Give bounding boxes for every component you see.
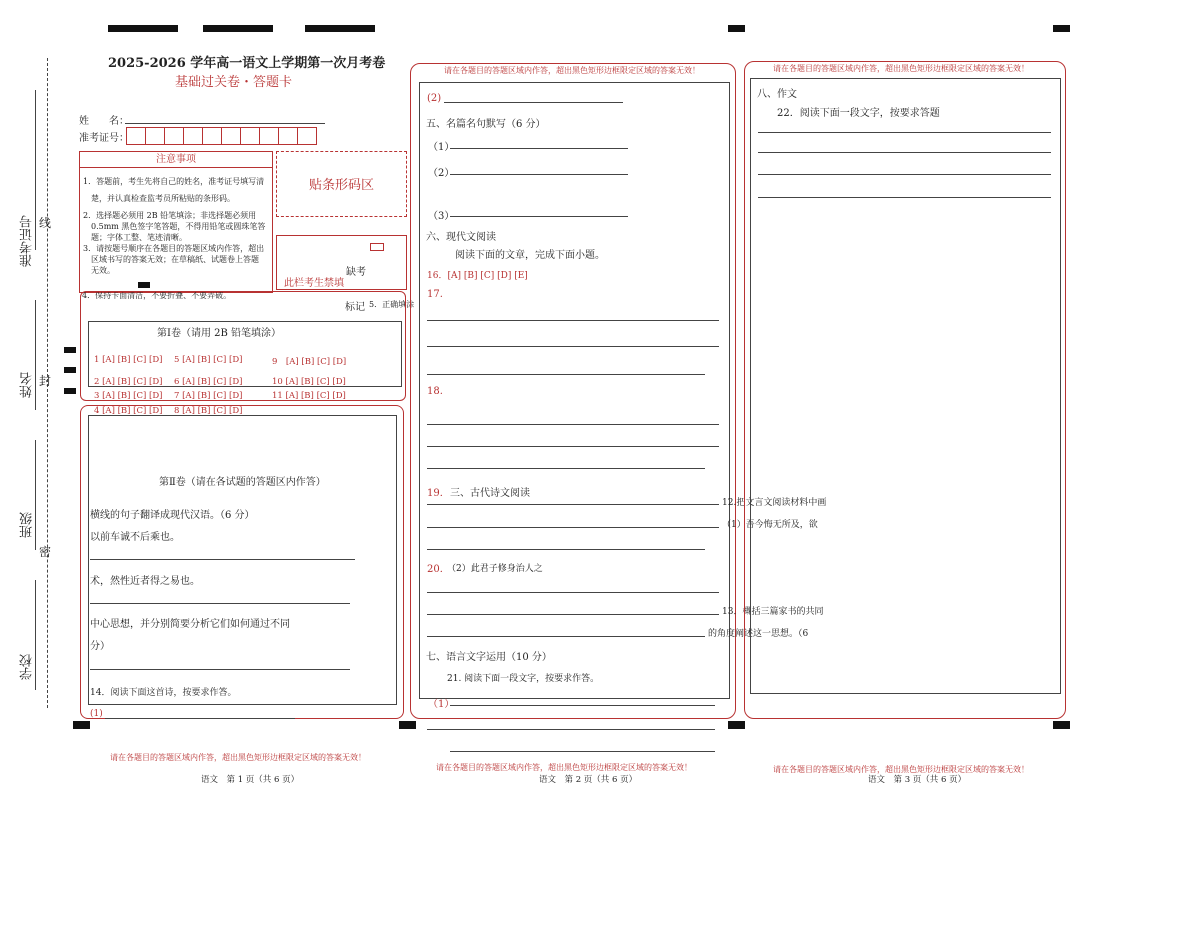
answer-line[interactable] bbox=[427, 549, 705, 550]
mc-row[interactable]: 5 [A] [B] [C] [D] bbox=[174, 355, 243, 365]
section3-title: 三、古代诗文阅读 bbox=[450, 488, 530, 499]
seal-label: 封 bbox=[39, 374, 52, 388]
thought-question-2: 分） bbox=[90, 641, 110, 652]
exam-subtitle: 基础过关卷・答题卡 bbox=[175, 75, 293, 90]
translate-question: 横线的句子翻译成现代汉语。（6 分） bbox=[90, 510, 255, 521]
warning-text: 请在各题目的答题区域内作答，超出黑色矩形边框限定区域的答案无效！ bbox=[110, 753, 366, 762]
mc-row[interactable]: 1 [A] [B] [C] [D] bbox=[94, 355, 163, 365]
answer-line[interactable] bbox=[427, 320, 719, 321]
answer-line[interactable] bbox=[450, 148, 628, 149]
q20-label: 20． bbox=[427, 564, 450, 575]
id-box[interactable] bbox=[298, 127, 317, 145]
answer-line[interactable] bbox=[427, 504, 719, 505]
thought-question-1: 中心思想，并分别简要分析它们如何通过不同 bbox=[90, 619, 290, 630]
notice-item: 2．选择题必须用 2B 铅笔填涂；非选择题必须用 bbox=[83, 211, 257, 220]
answer-line[interactable] bbox=[427, 468, 705, 469]
mc-row[interactable]: 6 [A] [B] [C] [D] bbox=[174, 377, 243, 387]
q22-prompt: 22．阅读下面一段文字，按要求答题 bbox=[777, 108, 940, 119]
answer-line[interactable] bbox=[450, 751, 715, 752]
notice-item: 无效。 bbox=[83, 266, 115, 275]
answer-line[interactable] bbox=[90, 603, 350, 604]
timing-mark bbox=[728, 25, 745, 32]
correct-fill-label: 5．正确填涂 bbox=[369, 300, 415, 309]
absent-label: 缺考 bbox=[346, 267, 366, 278]
timing-mark bbox=[399, 721, 416, 729]
answer-line[interactable] bbox=[450, 216, 628, 217]
footer-page3: 语文 第 3 页（共 6 页） bbox=[868, 775, 967, 785]
q18-label: 18. bbox=[427, 386, 443, 397]
mc-row[interactable]: 2 [A] [B] [C] [D] bbox=[94, 377, 163, 387]
mc-row[interactable]: 10 [A] [B] [C] [D] bbox=[272, 377, 346, 387]
answer-line[interactable] bbox=[427, 592, 719, 593]
forbidden-label: 此栏考生禁填 bbox=[284, 278, 344, 289]
sidebar-name-label: 姓名 bbox=[20, 372, 35, 398]
section6-desc: 阅读下面的文章，完成下面小题。 bbox=[455, 250, 605, 261]
notice-list bbox=[80, 168, 272, 276]
notice-item: 1．答题前，考生先将自己的姓名，准考证号填写清 bbox=[83, 177, 265, 186]
barcode-area bbox=[276, 151, 407, 217]
section7-title: 七、语言文字运用（10 分） bbox=[426, 652, 552, 663]
sidebar-school-label: 学校 bbox=[20, 654, 35, 680]
q13-detail: 的角度阐述这一思想。（6 bbox=[708, 629, 809, 639]
timing-mark bbox=[305, 25, 375, 32]
id-box[interactable] bbox=[241, 127, 260, 145]
answer-line[interactable] bbox=[427, 346, 719, 347]
q12-prompt: 12.把文言文阅读材料中画 bbox=[722, 498, 827, 508]
notice-item: 3．请按题号顺序在各题目的答题区域内作答，超出 bbox=[83, 244, 265, 253]
q19-label: 19． bbox=[427, 488, 450, 499]
absent-checkbox[interactable] bbox=[370, 243, 384, 251]
timing-mark bbox=[64, 347, 76, 353]
page3-box bbox=[750, 78, 1061, 694]
timing-mark bbox=[728, 721, 745, 729]
timing-mark bbox=[203, 25, 273, 32]
name-label: 姓 名： bbox=[79, 116, 129, 127]
answer-line[interactable] bbox=[444, 102, 623, 103]
timing-mark bbox=[1053, 721, 1070, 729]
timing-mark bbox=[1053, 25, 1070, 32]
essay-line[interactable] bbox=[758, 197, 1051, 198]
sidebar-name-line bbox=[35, 300, 36, 410]
section8-title: 八、作文 bbox=[757, 89, 797, 100]
answer-line[interactable] bbox=[90, 559, 355, 560]
footer-page1: 语文 第 1 页（共 6 页） bbox=[201, 775, 300, 785]
dictation-1: （1） bbox=[428, 142, 455, 153]
answer-line[interactable] bbox=[427, 446, 719, 447]
seal-label: 密 bbox=[39, 545, 52, 559]
part2-title: 第Ⅱ卷（请在各试题的答题区内作答） bbox=[159, 477, 326, 488]
id-box[interactable] bbox=[126, 127, 146, 145]
section6-title: 六、现代文阅读 bbox=[426, 232, 496, 243]
sidebar-class-label: 班级 bbox=[20, 512, 35, 538]
footer-page2: 语文 第 2 页（共 6 页） bbox=[539, 775, 638, 785]
notice-item: 题；字体工整、笔迹清晰。 bbox=[83, 233, 187, 242]
mc-row[interactable]: 8 [A] [B] [C] [D] bbox=[174, 406, 243, 416]
q2-label: (2) bbox=[427, 93, 442, 104]
id-box[interactable] bbox=[260, 127, 279, 145]
part1-title: 第Ⅰ卷（请用 2B 铅笔填涂） bbox=[157, 328, 282, 339]
answer-line[interactable] bbox=[450, 705, 715, 706]
seal-label: 线 bbox=[39, 216, 52, 230]
q21-part1: （1） bbox=[428, 699, 455, 710]
translate-sentence-2: 术，然性近者得之易也。 bbox=[90, 576, 200, 587]
answer-line[interactable] bbox=[450, 174, 628, 175]
answer-line[interactable] bbox=[427, 527, 719, 528]
id-box[interactable] bbox=[165, 127, 184, 145]
mc-row[interactable]: 7 [A] [B] [C] [D] bbox=[174, 391, 243, 401]
q20-sentence: （2）此君子修身治人之 bbox=[447, 564, 543, 574]
sidebar-class-line bbox=[35, 440, 36, 550]
notice-box bbox=[79, 151, 273, 293]
q21-prompt: 21. 阅读下面一段文字，按要求作答。 bbox=[447, 674, 600, 684]
notice-title: 注意事项 bbox=[80, 152, 272, 168]
q14-prompt: 14．阅读下面这首诗，按要求作答。 bbox=[90, 688, 237, 698]
warning-text: 请在各题目的答题区域内作答，超出黑色矩形边框限定区域的答案无效！ bbox=[444, 66, 700, 75]
exam-id-label: 准考证号： bbox=[79, 133, 129, 144]
sidebar-id-label: 准考证号 bbox=[20, 215, 35, 267]
warning-text: 请在各题目的答题区域内作答，超出黑色矩形边框限定区域的答案无效！ bbox=[436, 763, 692, 772]
q17-label: 17. bbox=[427, 289, 443, 300]
section5-title: 五、名篇名句默写（6 分） bbox=[426, 119, 546, 130]
mc-row[interactable]: 9 [A] [B] [C] [D] bbox=[272, 357, 347, 367]
answer-line[interactable] bbox=[427, 374, 705, 375]
timing-mark bbox=[64, 367, 76, 373]
id-box[interactable] bbox=[184, 127, 203, 145]
sidebar-school-line bbox=[35, 580, 36, 690]
name-field[interactable] bbox=[125, 123, 325, 124]
notice-item: 0.5mm 黑色签字笔答题，不得用铅笔或圆珠笔答 bbox=[83, 222, 266, 231]
q14-part1: (1) bbox=[90, 709, 103, 719]
mc-row[interactable]: 11 [A] [B] [C] [D] bbox=[272, 391, 346, 401]
notice-item: 区域书写的答案无效；在草稿纸、试题卷上答题 bbox=[83, 255, 259, 264]
essay-line[interactable] bbox=[758, 132, 1051, 133]
id-box[interactable] bbox=[146, 127, 165, 145]
exam-title: 2025-2026 学年高一语文上学期第一次月考卷 bbox=[108, 56, 386, 71]
q13-prompt: 13．概括三篇家书的共同 bbox=[722, 607, 824, 617]
warning-text: 请在各题目的答题区域内作答，超出黑色矩形边框限定区域的答案无效！ bbox=[773, 765, 1029, 774]
id-box[interactable] bbox=[279, 127, 298, 145]
sidebar-id-line bbox=[35, 90, 36, 250]
mc-row[interactable]: 4 [A] [B] [C] [D] bbox=[94, 406, 163, 416]
notice-item-4: 4．保持卡面清洁，不要折叠、不要弄破。 bbox=[82, 291, 232, 300]
answer-line[interactable] bbox=[427, 729, 715, 730]
q16-options[interactable]: 16．[A] [B] [C] [D] [E] bbox=[427, 271, 528, 281]
q12-sentence: （1）吾今悔无所及，欲 bbox=[722, 520, 818, 530]
answer-line[interactable] bbox=[427, 614, 719, 615]
part2-box bbox=[88, 415, 397, 705]
dictation-3: （3） bbox=[428, 211, 455, 222]
id-box[interactable] bbox=[203, 127, 222, 145]
answer-line[interactable] bbox=[427, 636, 705, 637]
timing-mark bbox=[64, 388, 76, 394]
translate-sentence-1: 以前车诚不后乘也。 bbox=[90, 532, 180, 543]
mc-row[interactable]: 3 [A] [B] [C] [D] bbox=[94, 391, 163, 401]
answer-line[interactable] bbox=[90, 669, 350, 670]
mark-label: 标记 bbox=[345, 302, 365, 313]
timing-mark bbox=[73, 721, 90, 729]
notice-item: 楚，并认真检查监考员所粘贴的条形码。 bbox=[83, 194, 235, 203]
answer-line[interactable] bbox=[427, 424, 719, 425]
warning-text: 请在各题目的答题区域内作答，超出黑色矩形边框限定区域的答案无效！ bbox=[773, 64, 1029, 73]
barcode-label: 贴条形码区 bbox=[308, 178, 374, 193]
timing-mark bbox=[108, 25, 178, 32]
essay-line[interactable] bbox=[758, 152, 1051, 153]
id-box[interactable] bbox=[222, 127, 241, 145]
dictation-2: （2） bbox=[428, 168, 455, 179]
essay-line[interactable] bbox=[758, 174, 1051, 175]
exam-id-boxes[interactable] bbox=[126, 127, 317, 145]
answer-line[interactable] bbox=[105, 718, 295, 719]
